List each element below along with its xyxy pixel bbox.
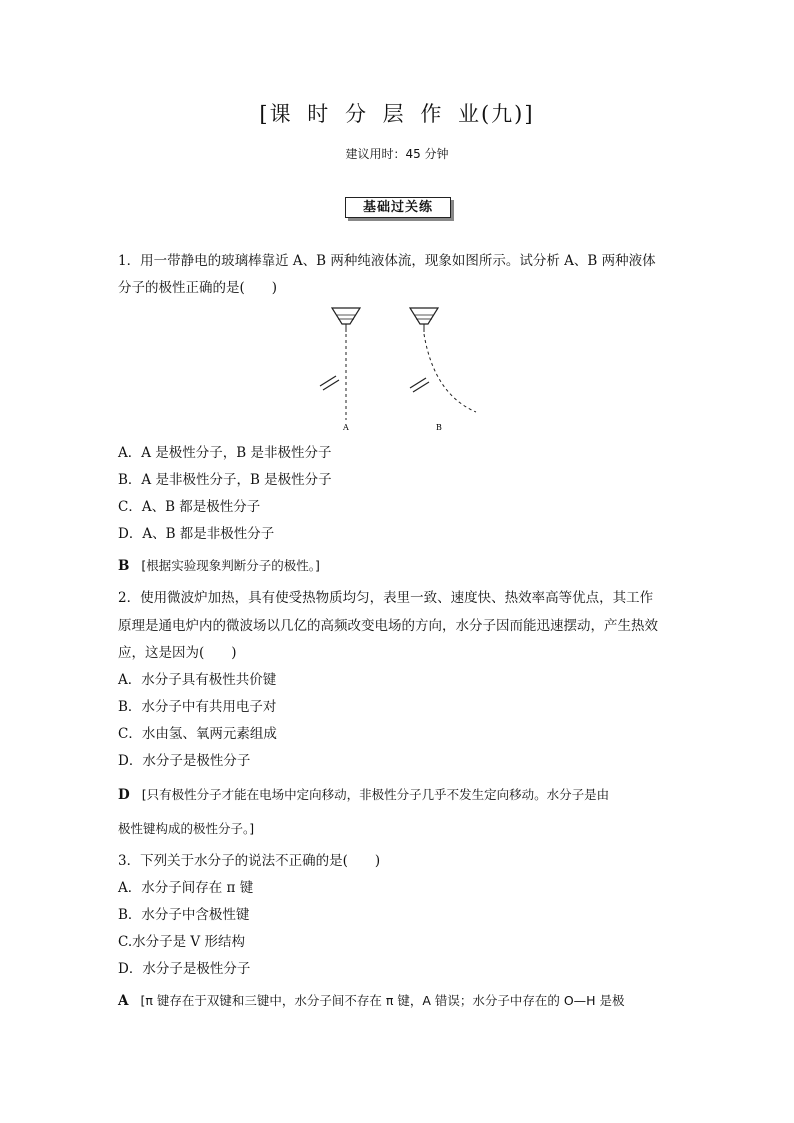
q2-explanation-line1: [只有极性分子才能在电场中定向移动，非极性分子几乎不发生定向移动。水分子是由: [141, 787, 610, 802]
q1-explanation: [根据实验现象判断分子的极性。]: [141, 558, 320, 573]
glass-rod-a-icon: [320, 376, 339, 390]
q1-option-c: C．A、B 都是极性分子: [118, 499, 261, 515]
q1-stem-line2: 分子的极性正确的是( ): [118, 280, 278, 296]
q3-answer: A: [118, 993, 129, 1009]
figure-label-a: A: [343, 423, 349, 432]
q3-answer-row: [118, 991, 688, 1011]
q3-option-b: B．水分子中含极性键: [118, 907, 250, 923]
q1-stem-line1: 1．用一带静电的玻璃棒靠近 A、B 两种纯液体流，现象如图所示。试分析 A、B 两种液体: [118, 253, 656, 269]
time-hint: 建议用时：45 分钟: [345, 147, 449, 161]
q3-stem: 3．下列关于水分子的说法不正确的是( ): [118, 853, 381, 869]
q2-option-b: B．水分子中有共用电子对: [118, 699, 277, 715]
q2-option-c: C．水由氢、氧两元素组成: [118, 726, 277, 742]
figure-label-b: B: [436, 423, 442, 432]
q2-answer: D: [118, 787, 130, 803]
q2-stem-line2: 原理是通电炉内的微波场以几亿的高频改变电场的方向，水分子因而能迅速摆动，产生热效: [118, 618, 658, 634]
q1-option-d: D．A、B 都是非极性分子: [118, 526, 275, 542]
q2-stem-line3: 应，这是因为( ): [118, 645, 237, 661]
stream-b: [424, 334, 476, 412]
funnel-a-icon: [332, 308, 360, 332]
liquid-stream-diagram: [300, 302, 500, 437]
q1-answer: B: [118, 558, 130, 574]
q1-option-a: A．A 是极性分子，B 是非极性分子: [118, 445, 332, 461]
q3-option-a: A．水分子间存在 π 键: [118, 880, 254, 896]
q2-stem-line1: 2．使用微波炉加热，具有使受热物质均匀，表里一致、速度快、热效率高等优点，其工作: [118, 590, 654, 606]
q2-option-a: A．水分子具有极性共价键: [118, 672, 277, 688]
q1-answer-row: [118, 556, 688, 576]
section-badge: 基础过关练: [345, 197, 451, 218]
q1-option-b: B．A 是非极性分子，B 是极性分子: [118, 472, 332, 488]
funnel-b-icon: [410, 308, 438, 332]
glass-rod-b-icon: [410, 378, 429, 392]
q2-explanation-line2: 极性键构成的极性分子。]: [118, 821, 255, 836]
page-title: [课 时 分 层 作 业(九)]: [259, 102, 535, 126]
q2-option-d: D．水分子是极性分子: [118, 753, 251, 769]
q3-explanation: [π 键存在于双键和三键中，水分子间不存在 π 键，A 错误；水分子中存在的 O—H 是极: [140, 993, 625, 1008]
q3-option-c: C.水分子是 V 形结构: [118, 934, 245, 950]
q3-option-d: D．水分子是极性分子: [118, 961, 251, 977]
q2-answer-row: [118, 785, 688, 805]
